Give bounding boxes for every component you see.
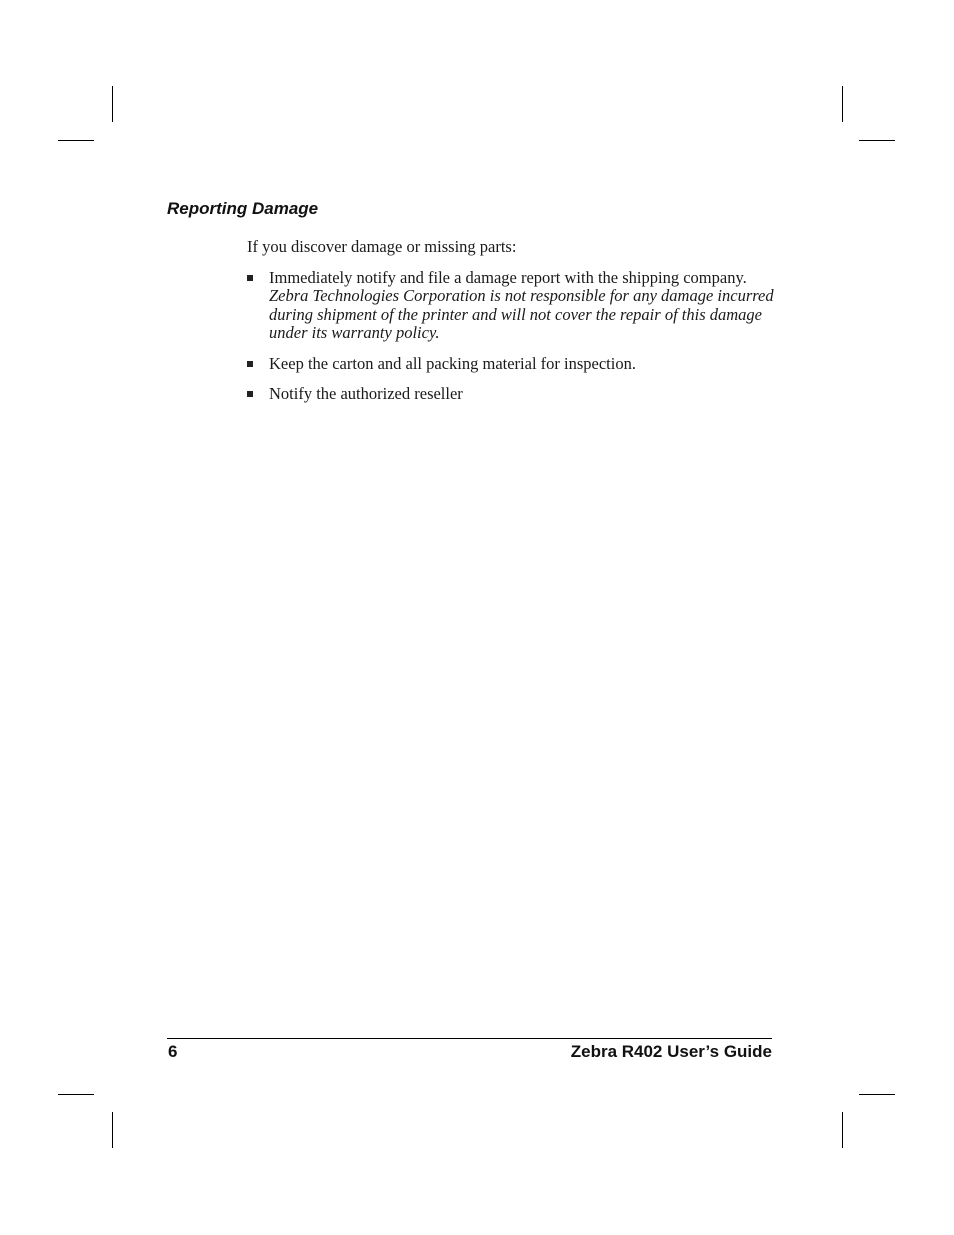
bullet-text: Keep the carton and all packing material for inspection. — [269, 353, 636, 373]
list-item — [247, 385, 777, 404]
square-bullet-icon — [247, 361, 253, 367]
bullet-list — [247, 269, 777, 404]
crop-mark-bottom-left-vertical — [112, 1112, 113, 1148]
square-bullet-icon — [247, 275, 253, 281]
bullet-text: Notify the authorized reseller — [269, 384, 463, 403]
crop-mark-top-left-horizontal — [58, 140, 94, 141]
guide-title: Zebra R402 User’s Guide — [570, 1042, 772, 1061]
crop-mark-bottom-right-vertical — [842, 1112, 843, 1148]
list-item — [247, 355, 777, 374]
crop-mark-top-left-vertical — [112, 86, 113, 122]
intro-text: If you discover damage or missing parts: — [247, 237, 517, 256]
bullet-text: Immediately notify and file a damage report with the shipping company. — [269, 267, 747, 287]
crop-mark-bottom-left-horizontal — [58, 1094, 94, 1095]
section-body — [247, 238, 777, 416]
crop-mark-top-right-horizontal — [859, 140, 895, 141]
warranty-note: Zebra Technologies Corporation is not responsible for any damage incurred during shipment of the printer and will not cover the repair of this damage under its warranty policy. — [269, 286, 774, 342]
footer-divider — [167, 1038, 772, 1039]
section-heading: Reporting Damage — [167, 199, 319, 218]
crop-mark-top-right-vertical — [842, 86, 843, 122]
crop-mark-bottom-right-horizontal — [859, 1094, 895, 1095]
list-item — [247, 269, 777, 343]
page-number: 6 — [168, 1042, 178, 1061]
square-bullet-icon — [247, 391, 253, 397]
